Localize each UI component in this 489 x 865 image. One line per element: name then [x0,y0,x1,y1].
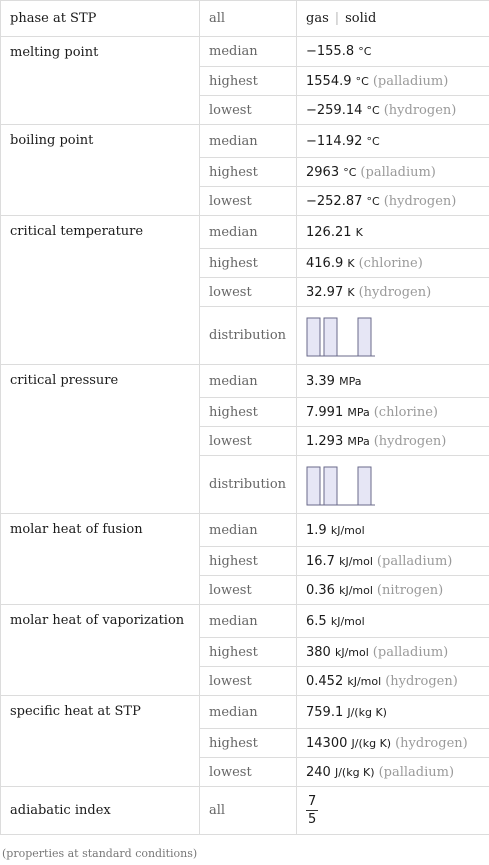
value-cell [297,278,489,307]
distribution-histogram [306,315,376,357]
property-name: molar heat of vaporization [1,605,200,696]
value: 0.452 [306,673,344,689]
unit: J/(kg K) [351,736,392,750]
table-row [1,365,489,398]
unit: °C [366,194,380,208]
value-cell [297,187,489,216]
value-cell [297,667,489,696]
property-name: critical pressure [1,365,200,514]
element-note: (palladium) [372,73,449,89]
fraction-value [306,794,318,827]
table-row [1,514,489,547]
unit: °C [366,134,380,148]
value-cell [297,605,489,638]
histogram-bar [307,318,320,356]
value-cell [297,758,489,787]
element-note: (chlorine) [358,255,423,271]
stat-label: all [200,1,297,37]
value: 1.293 [306,433,344,449]
unit: K [347,256,355,270]
value: 6.5 [306,613,327,629]
stat-label: highest [200,249,297,278]
unit: °C [358,45,372,58]
distribution-cell [297,307,489,365]
table-row [1,605,489,638]
property-name: boiling point [1,125,200,216]
value-cell [297,37,489,67]
histogram-bar [307,467,320,505]
stat-label: highest [200,67,297,96]
element-note: (hydrogen) [395,735,468,751]
value-cell [297,249,489,278]
unit: °C [343,165,357,179]
element-note: (palladium) [360,164,436,180]
value-cell [297,787,489,835]
value: 759.1 [306,704,344,720]
unit: J/(kg K) [334,765,375,779]
phase-value: solid [345,11,377,26]
value: 240 [306,764,331,780]
property-name: specific heat at STP [1,696,200,787]
histogram-bar [358,467,371,505]
value: −259.14 [306,102,363,118]
value: −155.8 [306,44,355,59]
unit: K [355,225,363,239]
value-cell [297,514,489,547]
stat-label: lowest [200,278,297,307]
unit: kJ/mol [339,583,373,597]
stat-label: median [200,365,297,398]
footnote-caption: (properties at standard conditions) [2,847,198,860]
stat-label: lowest [200,187,297,216]
element-note: (hydrogen) [383,193,457,209]
stat-label: highest [200,638,297,667]
value: 32.97 [306,284,344,300]
unit: °C [355,74,369,88]
value-cell [297,576,489,605]
value-cell [297,398,489,427]
property-name: adiabatic index [1,787,200,835]
stat-label: lowest [200,667,297,696]
stat-label: highest [200,547,297,576]
value: 1.9 [306,522,327,538]
value: 416.9 [306,255,344,271]
distribution-cell [297,456,489,514]
property-name: phase at STP [1,1,200,37]
unit: MPa [339,374,362,388]
histogram-bar [358,318,371,356]
value-cell [297,96,489,125]
table-row [1,787,489,835]
element-note: (palladium) [376,553,453,569]
value-cell [297,365,489,398]
stat-label: lowest [200,576,297,605]
stat-label: lowest [200,758,297,787]
stat-label: highest [200,158,297,187]
value: 16.7 [306,553,335,569]
stat-label: median [200,37,297,67]
unit: kJ/mol [330,523,365,537]
value-cell [297,427,489,456]
property-name: molar heat of fusion [1,514,200,605]
stat-label: median [200,605,297,638]
value: 380 [306,644,331,660]
phase-values [297,1,489,37]
element-note: (hydrogen) [383,102,457,118]
value-cell [297,729,489,758]
unit: MPa [347,434,370,448]
stat-label: median [200,216,297,249]
stat-label: lowest [200,96,297,125]
property-name: critical temperature [1,216,200,365]
stat-label: distribution [200,456,297,514]
stat-label: all [200,787,297,835]
value-cell [297,67,489,96]
element-note: (palladium) [378,764,455,780]
element-note: (nitrogen) [376,582,444,598]
value-cell [297,158,489,187]
element-note: (hydrogen) [373,433,447,449]
value: 3.39 [306,373,335,389]
value: −114.92 [306,133,363,149]
stat-label: median [200,696,297,729]
table-row [1,216,489,249]
value: 1554.9 [306,73,352,89]
unit: kJ/mol [330,614,365,628]
value: 7.991 [306,404,344,420]
value: 126.21 [306,224,352,240]
value: 14300 [306,735,348,751]
unit: J/(kg K) [347,705,387,719]
distribution-histogram [306,464,376,506]
element-note: (hydrogen) [385,673,458,689]
value-cell [297,547,489,576]
unit: MPa [347,405,370,419]
value: 2963 [306,164,340,180]
value-cell [297,125,489,158]
unit: kJ/mol [339,554,373,568]
table-row [1,696,489,729]
separator: | [334,11,340,26]
unit: K [347,285,355,299]
histogram-bar [324,467,337,505]
table-row [1,125,489,158]
unit: kJ/mol [334,645,369,659]
element-note: (hydrogen) [358,284,432,300]
stat-label: highest [200,398,297,427]
phase-value: gas [306,11,329,26]
histogram-bar [324,318,337,356]
property-name: melting point [1,37,200,125]
table-row [1,1,489,37]
value-cell [297,696,489,729]
fraction-denominator: 5 [308,812,317,827]
stat-label: distribution [200,307,297,365]
table-row [1,37,489,67]
stat-label: lowest [200,427,297,456]
fraction-numerator: 7 [308,794,317,809]
element-note: (chlorine) [373,404,438,420]
stat-label: median [200,125,297,158]
value: 0.36 [306,582,335,598]
value-cell [297,638,489,667]
unit: °C [366,103,380,117]
fraction-bar [306,810,318,811]
value: −252.87 [306,193,363,209]
stat-label: median [200,514,297,547]
stat-label: highest [200,729,297,758]
unit: kJ/mol [347,674,382,688]
value-cell [297,216,489,249]
element-note: (palladium) [372,644,449,660]
